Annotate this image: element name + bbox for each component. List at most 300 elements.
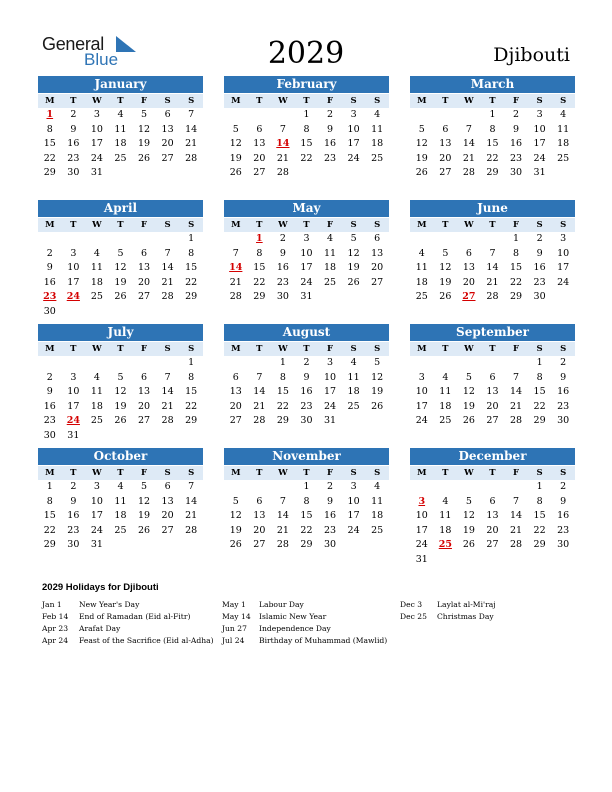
- day-cell: 27: [371, 276, 384, 288]
- day-cell: 9: [536, 247, 543, 259]
- holiday-name: Christmas Day: [437, 612, 494, 621]
- day-cell: 15: [533, 510, 546, 522]
- day-cell: 8: [188, 371, 195, 383]
- weekday-label: S: [350, 96, 357, 106]
- weekday-label: W: [92, 344, 102, 354]
- empty-day-cell: [457, 480, 481, 495]
- month-title: September: [410, 324, 575, 341]
- day-cell: 17: [415, 400, 428, 412]
- day-cell: 1: [536, 357, 543, 368]
- day-cell: 28: [462, 167, 475, 179]
- day-cell: 26: [114, 415, 127, 427]
- empty-day-cell: [109, 538, 133, 553]
- day-cell: 30: [557, 415, 570, 427]
- day-cell: 5: [117, 371, 124, 383]
- empty-day-cell: [342, 166, 366, 181]
- day-cell: 25: [323, 276, 337, 288]
- day-cell: 2: [560, 481, 567, 492]
- day-cell: 8: [536, 371, 543, 383]
- day-cell: 6: [465, 247, 472, 259]
- empty-day-cell: [179, 166, 203, 181]
- day-cell: 29: [185, 291, 198, 303]
- empty-day-cell: [85, 305, 109, 320]
- week-row: [224, 232, 389, 247]
- weekday-header: [38, 94, 203, 108]
- day-cell: 2: [536, 233, 543, 244]
- empty-day-cell: [318, 166, 342, 181]
- day-cell: 3: [70, 247, 77, 259]
- empty-day-cell: [528, 553, 552, 568]
- day-cell: 7: [279, 123, 286, 135]
- holiday-item: [42, 623, 227, 635]
- day-cell: 28: [509, 539, 523, 551]
- weekday-label: W: [464, 468, 474, 478]
- week-row: [38, 538, 203, 553]
- day-cell: 4: [418, 247, 425, 259]
- holiday-name: Feast of the Sacrifice (Eid al-Adha): [79, 636, 214, 645]
- week-row: [38, 108, 203, 123]
- month-january: [38, 76, 203, 181]
- day-cell: 20: [137, 276, 151, 288]
- day-cell: 7: [232, 247, 239, 259]
- day-cell: 18: [371, 138, 384, 150]
- day-cell: 17: [90, 510, 103, 522]
- day-cell: 22: [43, 524, 56, 536]
- empty-day-cell: [109, 429, 133, 444]
- week-row: [410, 414, 575, 429]
- day-cell: 24: [90, 524, 103, 536]
- day-cell: 4: [350, 357, 357, 368]
- day-cell: 8: [303, 495, 310, 507]
- day-cell: 2: [327, 481, 334, 492]
- day-cell: 21: [161, 276, 174, 288]
- day-cell: 22: [185, 400, 198, 412]
- week-row: [410, 553, 575, 568]
- day-cell: 31: [533, 167, 546, 179]
- weekday-label: T: [303, 344, 310, 354]
- day-cell: 10: [347, 123, 360, 135]
- empty-day-cell: [85, 232, 109, 247]
- day-cell: 23: [67, 152, 80, 164]
- day-cell: 16: [43, 400, 56, 412]
- day-cell: 6: [232, 371, 239, 383]
- day-cell: 19: [114, 276, 127, 288]
- day-cell: 24: [347, 152, 360, 164]
- day-cell: 3: [536, 109, 543, 120]
- weekday-label: S: [560, 220, 567, 230]
- day-cell: 24: [66, 415, 80, 427]
- day-cell: 26: [347, 276, 360, 288]
- day-cell: 10: [67, 386, 80, 398]
- day-cell: 3: [70, 371, 77, 383]
- month-april: [38, 200, 203, 320]
- weekday-label: W: [278, 220, 288, 230]
- weekday-label: S: [560, 468, 567, 478]
- weekday-header: [38, 342, 203, 356]
- week-row: [410, 166, 575, 181]
- day-cell: 15: [509, 262, 523, 274]
- day-cell: 13: [161, 495, 174, 507]
- day-cell: 12: [229, 510, 242, 522]
- weekday-label: T: [442, 468, 449, 478]
- holiday-item: [400, 611, 585, 623]
- empty-day-cell: [551, 166, 575, 181]
- day-cell: 18: [557, 138, 570, 150]
- day-cell: 3: [327, 357, 334, 368]
- day-cell: 7: [256, 371, 263, 383]
- day-cell: 11: [439, 510, 452, 522]
- day-cell: 11: [371, 123, 384, 135]
- day-cell: 16: [509, 138, 523, 150]
- day-cell: 22: [43, 152, 56, 164]
- weekday-label: T: [256, 220, 263, 230]
- day-cell: 13: [439, 138, 452, 150]
- day-cell: 6: [256, 123, 263, 135]
- day-cell: 10: [415, 386, 428, 398]
- weekday-label: T: [256, 96, 263, 106]
- day-cell: 31: [300, 291, 313, 303]
- day-cell: 19: [114, 400, 127, 412]
- day-cell: 20: [486, 524, 499, 536]
- empty-day-cell: [156, 166, 180, 181]
- month-november: [224, 448, 389, 553]
- day-cell: 27: [161, 524, 174, 536]
- empty-day-cell: [109, 232, 133, 247]
- weekday-label: S: [188, 96, 195, 106]
- empty-day-cell: [318, 290, 342, 305]
- month-december: [410, 448, 575, 568]
- day-cell: 1: [188, 357, 195, 368]
- day-cell: 4: [560, 109, 567, 120]
- month-title: October: [38, 448, 203, 465]
- day-cell: 27: [439, 167, 452, 179]
- week-row: [410, 495, 575, 510]
- holidays-column-1: [42, 599, 227, 647]
- month-title: May: [224, 200, 389, 217]
- month-title: April: [38, 200, 203, 217]
- day-cell: 27: [486, 539, 499, 551]
- empty-day-cell: [434, 553, 458, 568]
- day-cell: 21: [229, 276, 242, 288]
- weekday-label: T: [70, 344, 77, 354]
- day-cell: 14: [462, 138, 475, 150]
- day-cell: 22: [253, 276, 266, 288]
- week-row: [38, 276, 203, 291]
- day-cell: 3: [93, 109, 100, 120]
- day-cell: 20: [253, 524, 266, 536]
- week-row: [410, 371, 575, 386]
- day-cell: 17: [323, 386, 337, 398]
- weekday-label: M: [45, 96, 55, 106]
- day-cell: 16: [43, 276, 56, 288]
- week-row: [38, 400, 203, 415]
- day-cell: 12: [137, 495, 151, 507]
- empty-day-cell: [434, 108, 458, 123]
- week-row: [410, 385, 575, 400]
- week-row: [224, 152, 389, 167]
- day-cell: 17: [67, 400, 80, 412]
- day-cell: 5: [442, 247, 449, 259]
- day-cell: 15: [300, 138, 313, 150]
- day-cell: 9: [560, 371, 567, 383]
- day-cell: 28: [276, 167, 289, 179]
- day-cell: 4: [117, 109, 124, 120]
- weekday-label: M: [417, 468, 427, 478]
- day-cell: 18: [90, 400, 103, 412]
- day-cell: 21: [161, 400, 174, 412]
- empty-day-cell: [156, 356, 180, 371]
- day-cell: 30: [276, 291, 289, 303]
- day-cell: 13: [161, 123, 174, 135]
- day-cell: 6: [141, 371, 148, 383]
- weekday-header: [410, 466, 575, 480]
- day-cell: 30: [533, 291, 546, 303]
- week-row: [38, 290, 203, 305]
- weekday-label: S: [164, 96, 171, 106]
- month-september: [410, 324, 575, 429]
- day-cell: 18: [415, 276, 428, 288]
- day-cell: 30: [323, 539, 337, 551]
- day-cell: 15: [43, 510, 56, 522]
- day-cell: 28: [185, 524, 198, 536]
- day-cell: 4: [442, 371, 449, 383]
- week-row: [224, 276, 389, 291]
- weekday-header: [224, 466, 389, 480]
- day-cell: 12: [229, 138, 242, 150]
- holiday-item: [400, 599, 585, 611]
- day-cell: 27: [486, 415, 499, 427]
- day-cell: 1: [303, 109, 310, 120]
- day-cell: 23: [43, 291, 57, 303]
- day-cell: 12: [114, 262, 127, 274]
- weekday-label: T: [442, 220, 449, 230]
- day-cell: 26: [229, 167, 242, 179]
- empty-day-cell: [38, 232, 62, 247]
- week-row: [224, 538, 389, 553]
- day-cell: 6: [489, 495, 496, 507]
- day-cell: 25: [90, 291, 103, 303]
- weekday-label: W: [92, 96, 102, 106]
- weekday-label: T: [489, 96, 496, 106]
- week-row: [410, 538, 575, 553]
- day-cell: 20: [161, 138, 174, 150]
- day-cell: 16: [323, 138, 337, 150]
- day-cell: 21: [509, 524, 523, 536]
- day-cell: 13: [253, 138, 266, 150]
- weekday-label: T: [303, 220, 310, 230]
- day-cell: 1: [303, 481, 310, 492]
- holiday-name: New Year's Day: [79, 600, 140, 609]
- weekday-label: M: [231, 344, 241, 354]
- day-cell: 6: [489, 371, 496, 383]
- week-row: [410, 524, 575, 539]
- day-cell: 5: [465, 495, 472, 507]
- week-row: [410, 276, 575, 291]
- week-row: [38, 232, 203, 247]
- week-row: [410, 137, 575, 152]
- weekday-label: S: [536, 96, 543, 106]
- day-cell: 2: [46, 371, 53, 383]
- empty-day-cell: [248, 356, 272, 371]
- week-row: [224, 166, 389, 181]
- day-cell: 13: [253, 510, 266, 522]
- day-cell: 14: [185, 495, 198, 507]
- day-cell: 29: [253, 291, 266, 303]
- holiday-name: Labour Day: [259, 600, 304, 609]
- month-may: [224, 200, 389, 305]
- day-cell: 10: [90, 123, 103, 135]
- day-cell: 8: [46, 123, 53, 135]
- weekday-label: T: [489, 344, 496, 354]
- day-cell: 24: [533, 152, 546, 164]
- day-cell: 27: [253, 167, 266, 179]
- holiday-date: Jun 27: [222, 624, 247, 633]
- day-cell: 19: [137, 138, 151, 150]
- day-cell: 30: [557, 539, 570, 551]
- weekday-label: S: [164, 344, 171, 354]
- empty-day-cell: [410, 356, 434, 371]
- weekday-label: F: [141, 96, 148, 106]
- day-cell: 25: [371, 152, 384, 164]
- day-cell: 19: [415, 152, 428, 164]
- day-cell: 21: [486, 276, 499, 288]
- holiday-name: Islamic New Year: [259, 612, 327, 621]
- weekday-label: S: [188, 468, 195, 478]
- weekday-label: F: [513, 468, 520, 478]
- day-cell: 11: [371, 495, 384, 507]
- day-cell: 28: [509, 415, 523, 427]
- day-cell: 15: [185, 386, 198, 398]
- week-row: [224, 123, 389, 138]
- day-cell: 25: [371, 524, 384, 536]
- day-cell: 16: [67, 138, 80, 150]
- day-cell: 13: [486, 386, 499, 398]
- day-cell: 27: [161, 152, 174, 164]
- week-row: [224, 414, 389, 429]
- day-cell: 5: [374, 357, 381, 368]
- day-cell: 23: [300, 400, 313, 412]
- day-cell: 24: [557, 276, 570, 288]
- weekday-label: T: [489, 468, 496, 478]
- day-cell: 14: [276, 138, 290, 150]
- day-cell: 7: [188, 481, 195, 492]
- day-cell: 5: [465, 371, 472, 383]
- weekday-label: T: [117, 96, 124, 106]
- weekday-label: M: [417, 96, 427, 106]
- weekday-label: M: [231, 220, 241, 230]
- day-cell: 19: [137, 510, 151, 522]
- day-cell: 9: [303, 371, 310, 383]
- day-cell: 14: [253, 386, 266, 398]
- day-cell: 25: [347, 400, 360, 412]
- day-cell: 24: [300, 276, 313, 288]
- day-cell: 11: [415, 262, 428, 274]
- day-cell: 23: [276, 276, 289, 288]
- day-cell: 7: [489, 247, 496, 259]
- day-cell: 30: [43, 429, 56, 441]
- day-cell: 3: [350, 481, 357, 492]
- weekday-label: W: [464, 344, 474, 354]
- holiday-name: Birthday of Muhammad (Mawlid): [259, 636, 388, 645]
- month-title: June: [410, 200, 575, 217]
- day-cell: 29: [486, 167, 499, 179]
- week-row: [38, 356, 203, 371]
- week-row: [224, 247, 389, 262]
- day-cell: 31: [90, 539, 103, 551]
- day-cell: 30: [67, 167, 80, 179]
- day-cell: 20: [161, 510, 174, 522]
- day-cell: 20: [486, 400, 499, 412]
- weekday-label: M: [45, 468, 55, 478]
- empty-day-cell: [38, 356, 62, 371]
- day-cell: 26: [114, 291, 127, 303]
- empty-day-cell: [156, 429, 180, 444]
- month-june: [410, 200, 575, 305]
- day-cell: 9: [327, 495, 334, 507]
- weekday-label: S: [536, 468, 543, 478]
- weekday-label: F: [327, 220, 334, 230]
- weekday-label: S: [374, 96, 381, 106]
- day-cell: 24: [415, 539, 428, 551]
- day-cell: 18: [371, 510, 384, 522]
- day-cell: 29: [43, 167, 56, 179]
- week-row: [38, 152, 203, 167]
- day-cell: 29: [509, 291, 523, 303]
- holiday-name: End of Ramadan (Eid al-Fitr): [79, 612, 191, 621]
- day-cell: 29: [276, 415, 289, 427]
- day-cell: 31: [323, 415, 337, 427]
- day-cell: 23: [533, 276, 546, 288]
- day-cell: 20: [229, 400, 242, 412]
- day-cell: 2: [70, 481, 77, 492]
- day-cell: 16: [323, 510, 337, 522]
- holiday-date: Apr 24: [42, 636, 69, 645]
- week-row: [410, 290, 575, 305]
- logo-blue-text: Blue: [84, 50, 119, 69]
- day-cell: 16: [557, 510, 570, 522]
- holiday-name: Arafat Day: [79, 624, 121, 633]
- empty-day-cell: [224, 108, 248, 123]
- holiday-item: [222, 599, 407, 611]
- day-cell: 26: [229, 539, 242, 551]
- week-row: [410, 261, 575, 276]
- empty-day-cell: [365, 538, 389, 553]
- empty-day-cell: [551, 290, 575, 305]
- holiday-item: [222, 611, 407, 623]
- holiday-date: Dec 3: [400, 600, 423, 609]
- day-cell: 18: [323, 262, 337, 274]
- week-row: [410, 400, 575, 415]
- weekday-label: T: [442, 344, 449, 354]
- weekday-label: W: [278, 96, 288, 106]
- weekday-header: [410, 218, 575, 232]
- day-cell: 26: [137, 524, 151, 536]
- day-cell: 25: [114, 152, 127, 164]
- day-cell: 27: [137, 415, 151, 427]
- weekday-label: F: [327, 468, 334, 478]
- weekday-label: S: [188, 220, 195, 230]
- day-cell: 29: [185, 415, 198, 427]
- day-cell: 17: [347, 510, 360, 522]
- weekday-label: S: [560, 344, 567, 354]
- day-cell: 5: [117, 247, 124, 259]
- day-cell: 28: [161, 291, 174, 303]
- day-cell: 28: [253, 415, 266, 427]
- day-cell: 9: [46, 386, 53, 398]
- day-cell: 22: [509, 276, 523, 288]
- weekday-label: S: [560, 96, 567, 106]
- day-cell: 5: [232, 495, 239, 507]
